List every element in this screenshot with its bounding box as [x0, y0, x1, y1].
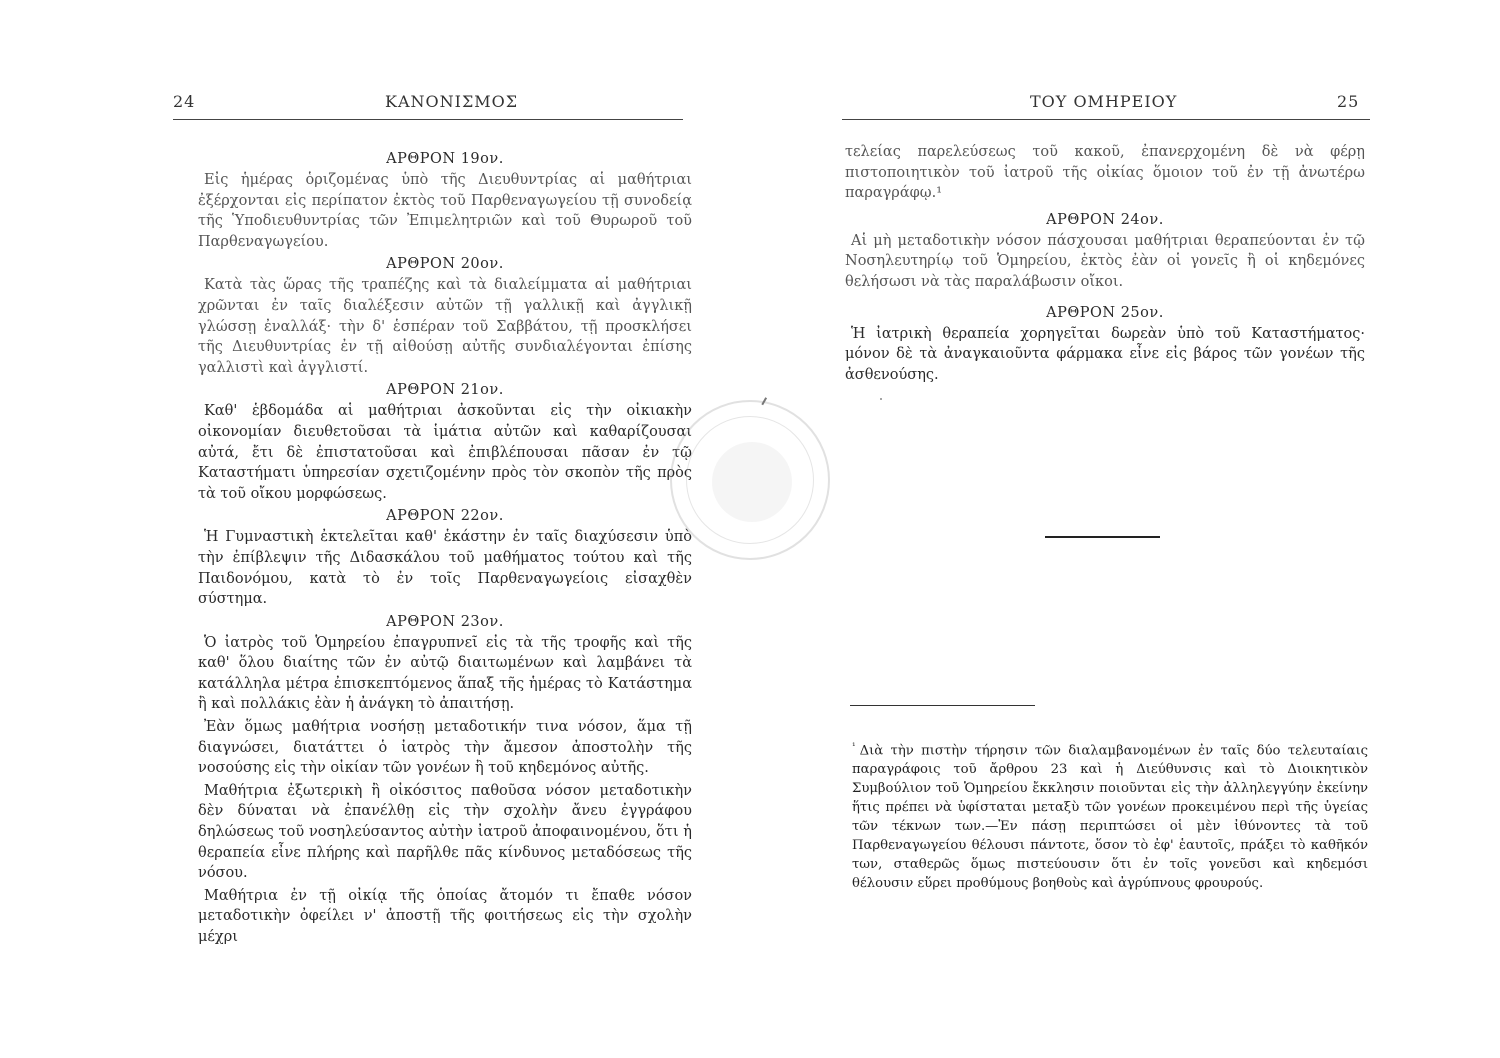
article-22	[198, 506, 692, 609]
header-rule-right	[842, 119, 1370, 120]
article-title: ΑΡΘΡΟΝ 21ον.	[386, 382, 504, 399]
running-head-right: ΤΟΥ ΟΜΗΡΕΙΟΥ	[1030, 92, 1178, 111]
article-20	[198, 254, 692, 378]
article-24	[845, 210, 1365, 293]
page-number-left: 24	[173, 92, 196, 111]
article-paragraph: Καθ' ἑβδομάδα αἱ μαθήτριαι ἀσκοῦνται εἰς τὴν οἰκιακὴν οἰκονομίαν διευθετοῦσαι τὰ ἱμάτια αὐτῶν καὶ καθαρίζουσαι αὐτά, ἔτι δὲ ἐπιστατοῦσαι καὶ ἐπιβλέπουσαι πᾶσαν ἐν τῷ Καταστήματι ὑπηρεσίαν σχετιζομένην πρὸς τὸν σκοπὸν τῆς πρὸς τὰ τοῦ οἴκου μορφώσεως.	[198, 403, 692, 502]
article-title: ΑΡΘΡΟΝ 20ον.	[386, 256, 504, 273]
section-end-rule	[1045, 536, 1160, 538]
speck	[880, 398, 882, 400]
article-21	[198, 380, 692, 504]
article-paragraph: Ἡ ἰατρικὴ θεραπεία χορηγεῖται δωρεὰν ὑπὸ τοῦ Καταστήματος· μόνον δὲ τὰ ἀναγκαιοῦντα φάρμακα εἶνε εἰς βάρος τῶν γονέων τῆς ἀσθενούσης.	[845, 325, 1365, 383]
footnote-text: Διὰ τὴν πιστὴν τήρησιν τῶν διαλαμβανομένων ἐν ταῖς δύο τελευταίαις παραγράφοις τοῦ ἄρθρου 23 καὶ ἡ Διεύθυνσις καὶ τὸ Διοικητικὸν Συμβούλιον τοῦ Ὁμηρείου ἔκκλησιν ποιοῦνται εἰς τὴν ἀλληλεγγύην ἐκείνην ἥτις πρέπει νὰ ὑφίσταται μεταξὺ τῶν γονέων προκειμένου περὶ τῆς ὑγείας τῶν τέκνων των.—Ἐν πάσῃ περιπτώσει οἱ μὲν ἰθύνοντες τὰ τοῦ Παρθεναγωγείου θέλουσι πάντοτε, ὅσον τὸ ἐφ' ἑαυτοῖς, πράξει τὸ καθῆκόν των, σταθερῶς ὅμως πιστεύουσιν ὅτι ἐν τοῖς γονεῦσι καὶ κηδεμόσι θέλουσιν εὕρει προθύμους βοηθοὺς καὶ ἀγρύπνους φρουρούς.	[852, 743, 1368, 892]
article-title: ΑΡΘΡΟΝ 19ον.	[386, 151, 504, 167]
article-title: ΑΡΘΡΟΝ 24ον.	[1046, 211, 1164, 228]
page-number-right: 25	[1337, 92, 1360, 111]
article-paragraph: Ἡ Γυμναστικὴ ἐκτελεῖται καθ' ἑκάστην ἐν ταῖς διαχύσεσιν ὑπὸ τὴν ἐπίβλεψιν τῆς Διδασκάλου τοῦ μαθήματος τούτου καὶ τῆς Παιδονόμου, κατὰ τὸ ἐν τοῖς Παρθεναγωγείοις εἰσαχθὲν σύστημα.	[198, 529, 692, 608]
article-paragraph: Αἱ μὴ μεταδοτικὴν νόσον πάσχουσαι μαθήτριαι θεραπεύονται ἐν τῷ Νοσηλευτηρίῳ τοῦ Ὁμηρείου, ἐκτὸς ἐὰν οἱ γονεῖς ἢ οἱ κηδεμόνες θελήσωσι νὰ τὰς παραλάβωσιν οἴκοι.	[845, 232, 1365, 290]
footnote	[852, 738, 1368, 893]
left-text-column	[198, 148, 692, 950]
article-paragraph: Μαθήτρια ἐξωτερικὴ ἢ οἰκόσιτος παθοῦσα νόσον μεταδοτικὴν δὲν δύναται νὰ ἐπανέλθῃ εἰς τὴν σχολὴν ἄνευ ἐγγράφου δηλώσεως τοῦ νοσηλεύσαντος αὐτὴν ἰατροῦ ἀποφαινομένου, ὅτι ἡ θεραπεία εἶνε πλήρης καὶ παρῆλθε πᾶς κίνδυνος μεταδόσεως τῆς νόσου.	[198, 782, 692, 882]
article-19	[198, 149, 692, 252]
article-23	[198, 612, 692, 948]
article-paragraph: Ὁ ἰατρὸς τοῦ Ὁμηρείου ἐπαγρυπνεῖ εἰς τὰ τῆς τροφῆς καὶ τῆς καθ' ὅλου διαίτης τῶν ἐν αὐτῷ διαιτωμένων καὶ λαμβάνει τὰ κατάλληλα μέτρα ἐπισκεπτόμενος ἅπαξ τῆς ἡμέρας τὸ Κατάστημα ἢ καὶ πολλάκις ἐὰν ἡ ἀνάγκη τὸ ἀπαιτήσῃ.	[198, 634, 692, 713]
article-title: ΑΡΘΡΟΝ 22ον.	[386, 508, 504, 525]
right-text-column	[845, 142, 1365, 387]
article-paragraph: Ἐὰν ὅμως μαθήτρια νοσήσῃ μεταδοτικήν τινα νόσον, ἅμα τῇ διαγνώσει, διατάττει ὁ ἰατρὸς τὴν ἄμεσον ἀποστολὴν τῆς νοσούσης εἰς τὴν οἰκίαν τῶν γονέων ἢ τοῦ κηδεμόνος αὐτῆς.	[198, 719, 692, 777]
article-25	[845, 303, 1365, 386]
footnote-rule	[850, 705, 1035, 706]
footnote-mark: ¹	[852, 742, 856, 752]
running-head-left: ΚΑΝΟΝΙΣΜΟΣ	[385, 92, 519, 111]
article-paragraph: Κατὰ τὰς ὥρας τῆς τραπέζης καὶ τὰ διαλείμματα αἱ μαθήτριαι χρῶνται ἐν ταῖς διαλέξεσιν αὐτῶν τῇ γαλλικῇ καὶ ἀγγλικῇ γλώσσῃ ἐναλλάξ· τὴν δ' ἑσπέραν τοῦ Σαββάτου, τῇ προσκλήσει τῆς Διευθυντρίας ἐν τῇ αἰθούσῃ αὐτῆς συνδιαλέγονται ἐπίσης γαλλιστὶ καὶ ἀγγλιστί.	[198, 277, 692, 376]
article-paragraph: Εἰς ἡμέρας ὁριζομένας ὑπὸ τῆς Διευθυντρίας αἱ μαθήτριαι ἐξέρχονται εἰς περίπατον ἐκτὸς τοῦ Παρθεναγωγείου τῇ συνοδείᾳ τῆς Ὑποδιευθυντρίας τῶν Ἐπιμελητριῶν καὶ τοῦ Θυρωροῦ τοῦ Παρθεναγωγείου.	[198, 172, 692, 250]
article-paragraph: Μαθήτρια ἐν τῇ οἰκίᾳ τῆς ὁποίας ἄτομόν τι ἔπαθε νόσον μεταδοτικὴν ὀφείλει ν' ἀποστῇ τῆς φοιτήσεως εἰς τὴν σχολὴν μέχρι	[198, 887, 692, 945]
header-rule-left	[173, 119, 683, 120]
article-title: ΑΡΘΡΟΝ 25ον.	[1046, 304, 1164, 321]
continuation-paragraph: τελείας παρελεύσεως τοῦ κακοῦ, ἐπανερχομένη δὲ νὰ φέρῃ πιστοποιητικὸν τοῦ ἰατροῦ τῆς οἰκίας ὅμοιον τοῦ ἐν τῇ ἀνωτέρω παραγράφῳ.¹	[845, 144, 1365, 202]
article-title: ΑΡΘΡΟΝ 23ον.	[386, 613, 504, 630]
